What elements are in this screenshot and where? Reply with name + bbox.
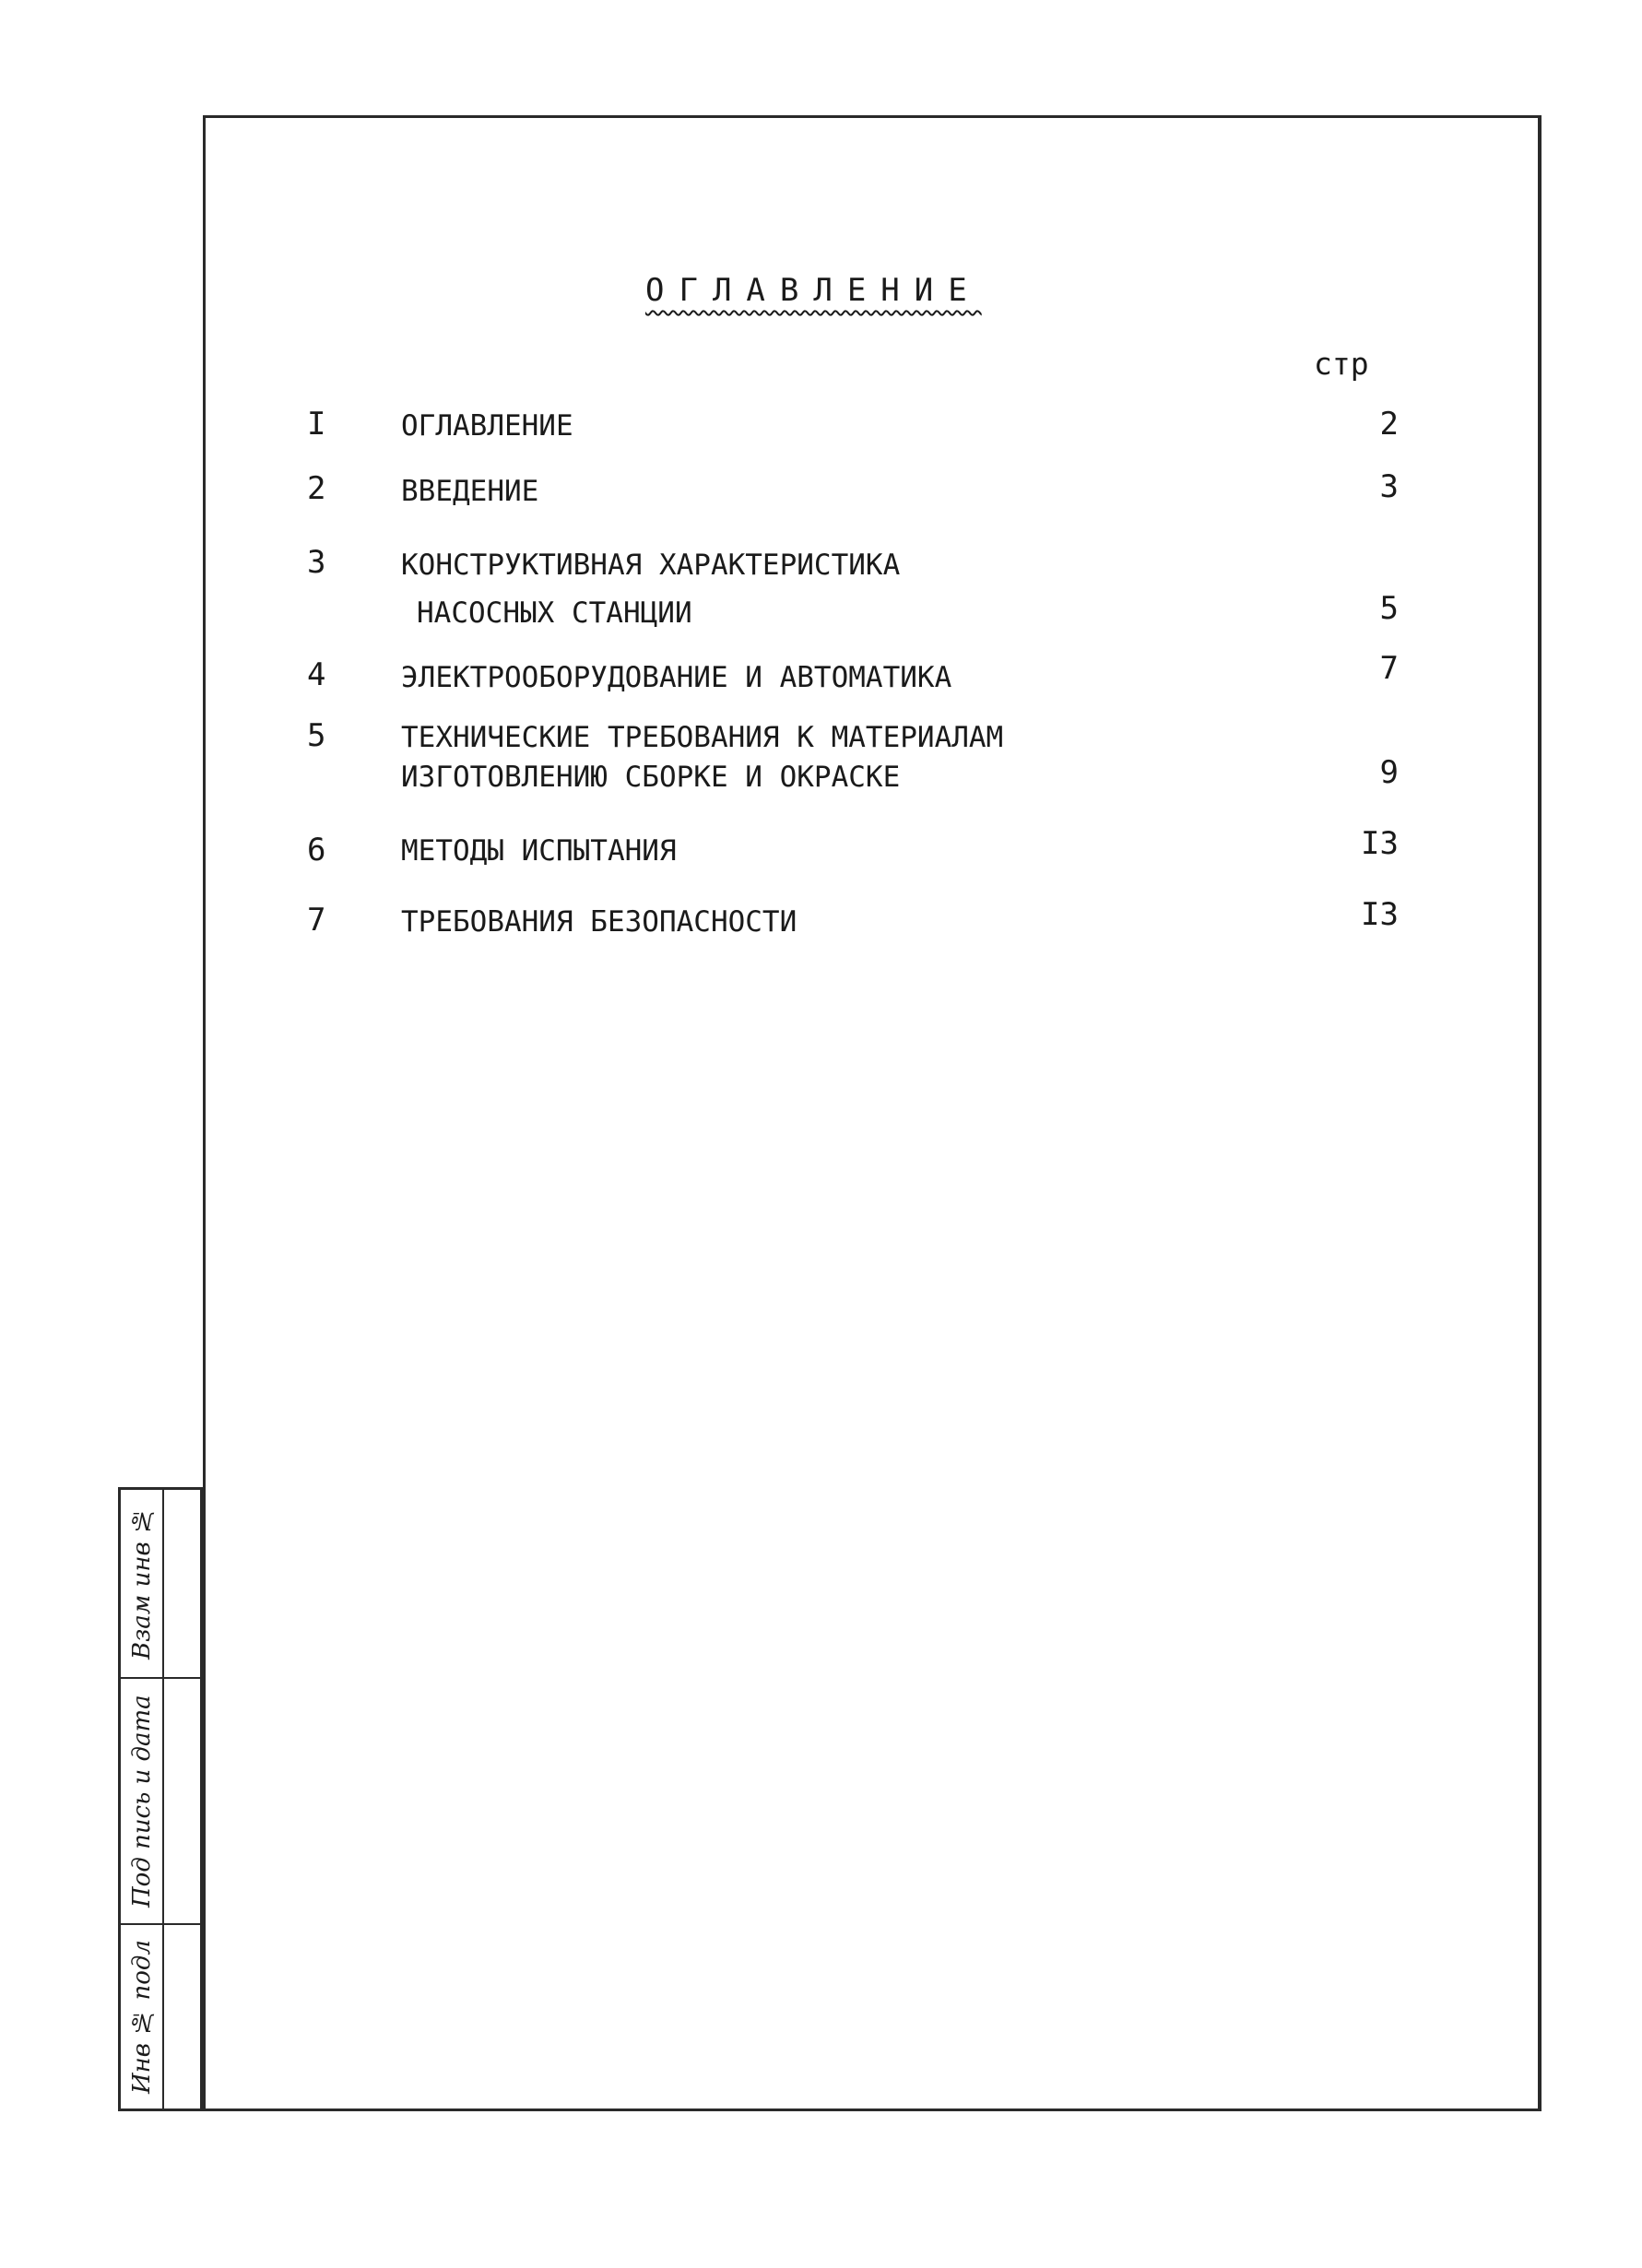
toc-entry-number: 7: [307, 902, 326, 939]
stamp-label-replacement-inventory: Взам инв №: [128, 1506, 156, 1660]
toc-entry-title: ОГЛАВЛЕНИЕ: [401, 409, 573, 443]
toc-entry-title: ВВЕДЕНИЕ: [401, 475, 539, 508]
toc-entry-number: 5: [307, 717, 326, 754]
toc-entry-number: 6: [307, 832, 326, 868]
toc-entry-title: ТЕХНИЧЕСКИЕ ТРЕБОВАНИЯ К МАТЕРИАЛАМ: [401, 721, 1004, 754]
toc-entry-title: ЭЛЕКТРООБОРУДОВАНИЕ И АВТОМАТИКА: [401, 661, 952, 694]
stamp-label-original-inventory: Инв № подл: [128, 1940, 156, 2095]
stamp-divider: [162, 1490, 164, 2109]
toc-entry-page: 7: [1379, 650, 1399, 687]
toc-entry-page: I3: [1361, 825, 1399, 862]
toc-entry-title: ТРЕБОВАНИЯ БЕЗОПАСНОСТИ: [401, 905, 797, 939]
document-title: ОГЛАВЛЕНИЕ: [645, 272, 982, 309]
toc-entry-number: 2: [307, 470, 326, 507]
toc-entry-page: 5: [1379, 590, 1399, 627]
toc-entry-page: 3: [1379, 468, 1399, 505]
stamp-label-signature-date: Под пись и дата: [128, 1695, 156, 1908]
toc-entry-title: КОНСТРУКТИВНАЯ ХАРАКТЕРИСТИКА: [401, 549, 901, 582]
toc-entry-title-line2: НАСОСНЫХ СТАНЦИИ: [417, 597, 692, 630]
toc-entry-title-line2: ИЗГОТОВЛЕНИЮ СБОРКЕ И ОКРАСКЕ: [401, 761, 901, 794]
toc-entry-number: I: [307, 406, 326, 443]
toc-entry-page: I3: [1361, 896, 1399, 933]
toc-entry-number: 3: [307, 544, 326, 581]
toc-entry-page: 2: [1379, 406, 1399, 443]
binding-stamp: [118, 1487, 203, 2111]
page-column-header: стр: [1314, 346, 1369, 382]
toc-entry-title: МЕТОДЫ ИСПЫТАНИЯ: [401, 834, 677, 868]
toc-entry-page: 9: [1379, 754, 1399, 791]
toc-entry-number: 4: [307, 656, 326, 693]
